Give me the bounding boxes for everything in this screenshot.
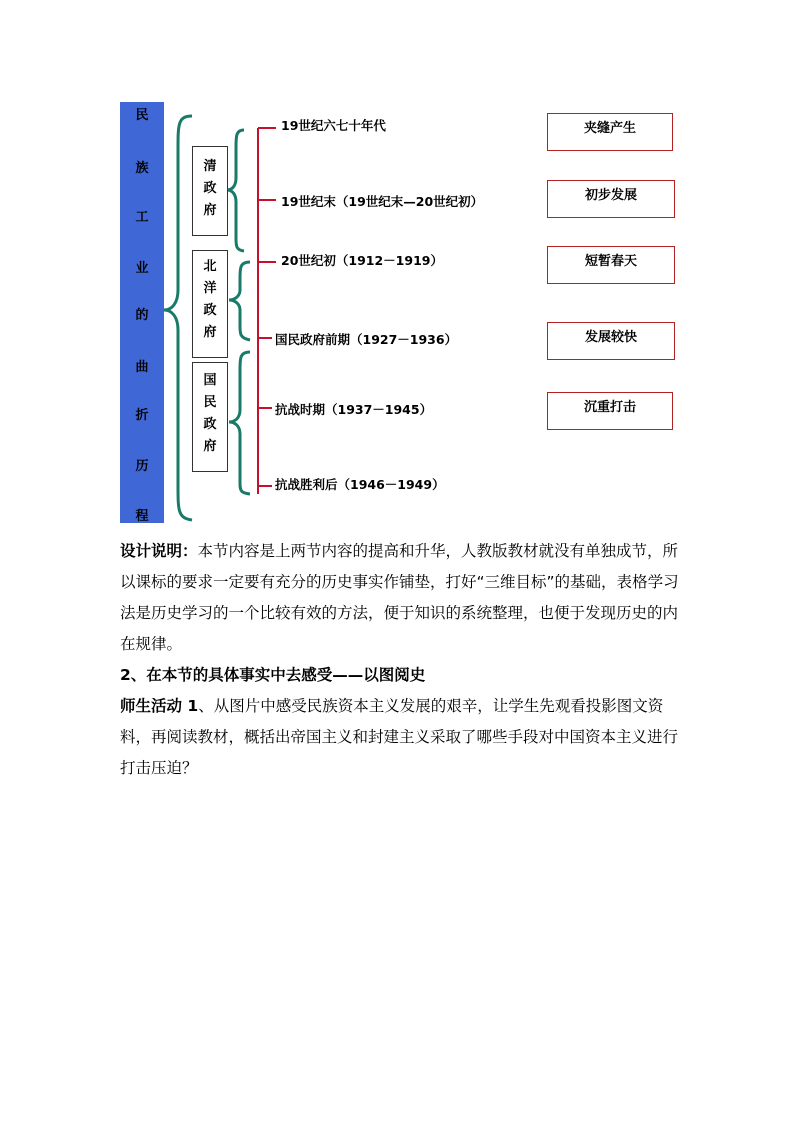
stage-box: 发展较快: [547, 322, 675, 360]
vertical-title-char: 曲: [135, 360, 149, 375]
period-label: 19世纪六七十年代: [281, 118, 386, 133]
design-note-body: 本节内容是上两节内容的提高和升华，人教版教材就没有单独成节，所以课标的要求一定要有充分的历史事实作铺垫，打好“三维目标”的基础，表格学习法是历史学习的一个比较有效的方法，便于知识的系统整理，也便于发现历史的内在规律。: [120, 542, 679, 653]
stage-box: 短暂春天: [547, 246, 675, 284]
period-label: 20世纪初（1912－1919）: [281, 253, 443, 268]
gov-char: 清: [203, 159, 217, 174]
vertical-title-char: 的: [135, 308, 149, 323]
brace-guomin: [229, 352, 250, 494]
vertical-title-char: 程: [135, 509, 149, 524]
period-label: 国民政府前期（1927－1936）: [275, 332, 458, 347]
section-heading: 2、在本节的具体事实中去感受——以图阅史: [120, 666, 426, 684]
period-label: 抗战时期（1937－1945）: [275, 402, 433, 417]
period-label: 抗战胜利后（1946－1949）: [275, 477, 445, 492]
gov-char: 洋: [203, 281, 217, 296]
vertical-title-char: 历: [135, 459, 149, 474]
vertical-title-char: 民: [135, 108, 149, 123]
gov-box-guomin: [192, 362, 228, 472]
timeline: [258, 128, 276, 494]
brace-beiyang: [229, 262, 250, 340]
history-diagram: [0, 0, 794, 540]
gov-char: 政: [203, 417, 217, 432]
vertical-title-char: 业: [135, 261, 149, 276]
gov-char: 政: [203, 303, 217, 318]
activity-label: 师生活动 1: [120, 697, 199, 715]
vertical-title-bar: [120, 102, 164, 523]
brace-qing: [227, 130, 244, 251]
vertical-title-char: 折: [135, 408, 149, 423]
gov-char: 北: [203, 259, 217, 274]
vertical-title-char: 族: [135, 161, 149, 176]
activity-body: 、从图片中感受民族资本主义发展的艰辛，让学生先观看投影图文资料，再阅读教材，概括出帝国主义和封建主义采取了哪些手段对中国资本主义进行打击压迫？: [120, 697, 679, 777]
vertical-title-char: 工: [135, 210, 149, 225]
stage-box: 夹缝产生: [547, 113, 673, 151]
gov-char: 政: [203, 181, 217, 196]
gov-box-qing: [192, 146, 228, 236]
gov-char: 府: [203, 325, 217, 340]
gov-box-beiyang: [192, 250, 228, 358]
period-label: 19世纪末（19世纪末—20世纪初）: [281, 194, 484, 209]
gov-char: 国: [203, 373, 217, 388]
activity-paragraph: [120, 691, 680, 784]
outer-brace: [164, 116, 192, 520]
stage-box: 初步发展: [547, 180, 675, 218]
gov-char: 府: [203, 203, 217, 218]
gov-char: 民: [203, 395, 217, 410]
design-note-label: 设计说明：: [120, 542, 198, 560]
design-note: [120, 536, 680, 660]
gov-char: 府: [203, 439, 217, 454]
stage-box: 沉重打击: [547, 392, 673, 430]
